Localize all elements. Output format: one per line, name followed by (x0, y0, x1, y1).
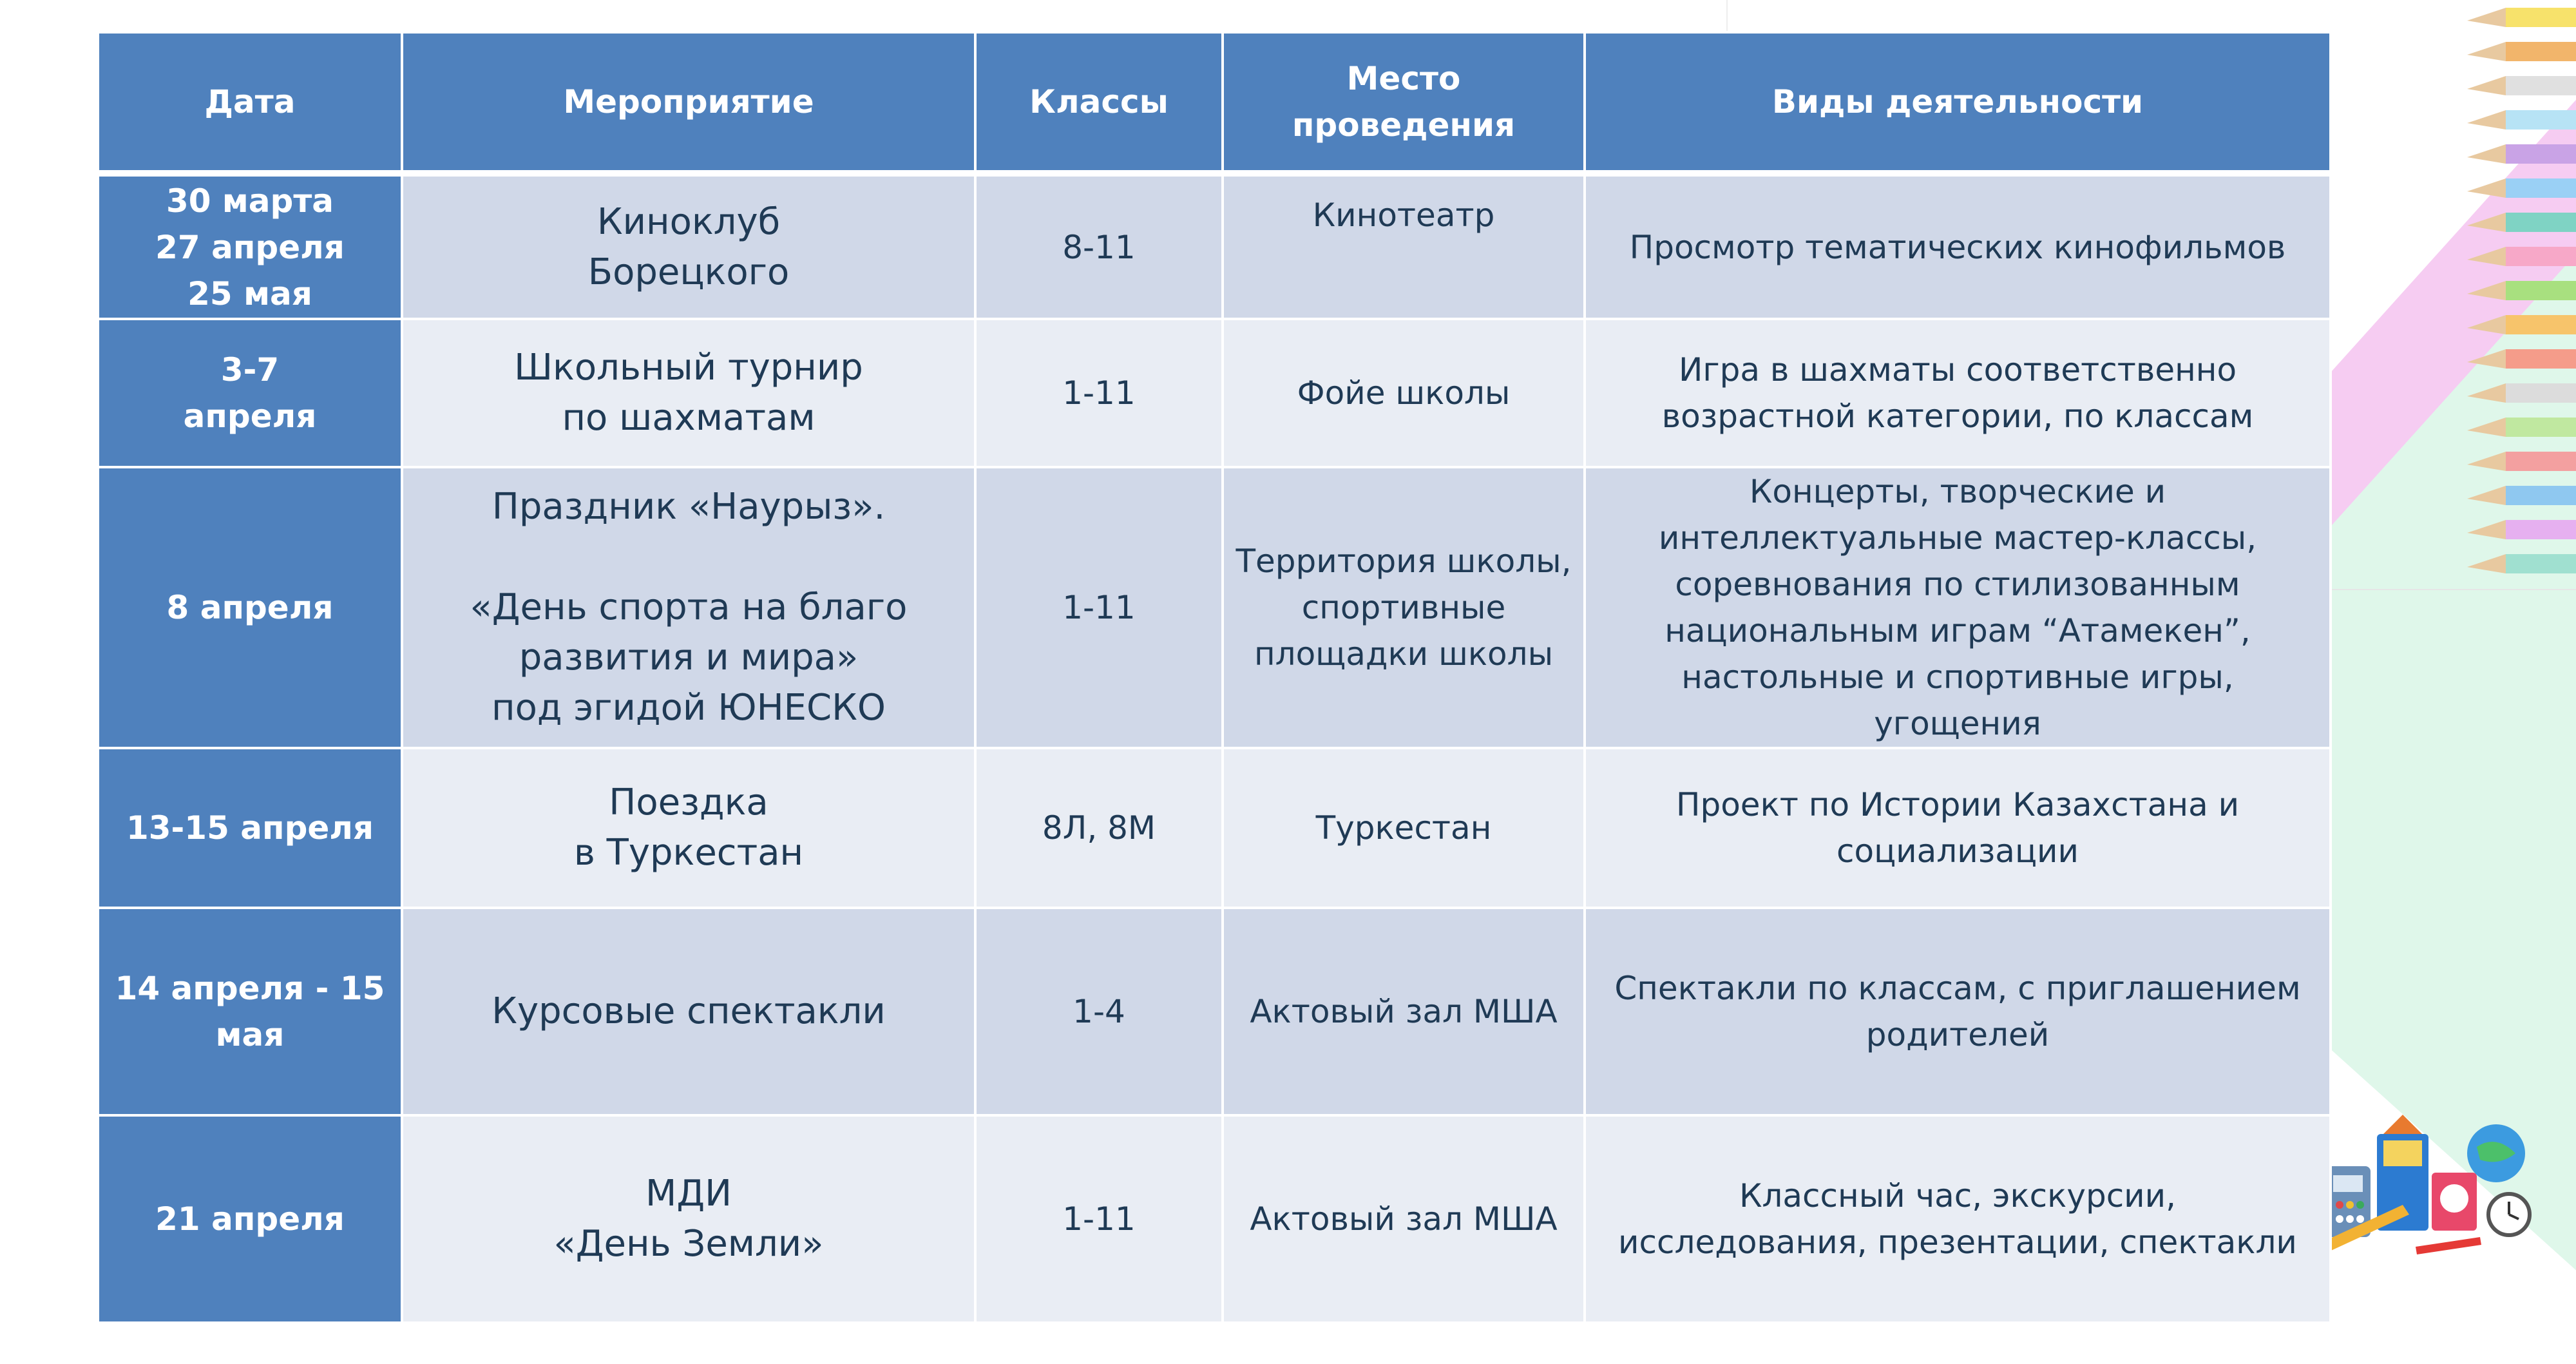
header-date: Дата (98, 32, 402, 173)
pencil-tip (2467, 178, 2506, 198)
pencil-body (2506, 42, 2576, 61)
cell-date: 14 апреля - 15 мая (98, 908, 402, 1115)
cell-activity: Концерты, творческие и интеллектуальные мастер-классы, соревнования по стилизованным национальным играм “Атамекен”, настольные и спортивные игры, угощения (1585, 467, 2331, 748)
cell-grades: 1-11 (975, 467, 1223, 748)
pencil-body (2506, 8, 2576, 27)
pencil-tip (2467, 520, 2506, 539)
pencil-body (2506, 418, 2576, 437)
table-row (98, 748, 2331, 908)
cell-place: Актовый зал МША (1223, 1115, 1585, 1323)
pencil-body (2506, 76, 2576, 95)
cell-event: Праздник «Наурыз». «День спорта на благо развития и мира» под эгидой ЮНЕСКО (402, 467, 975, 748)
cell-event: Поездка в Туркестан (402, 748, 975, 908)
cell-place: Территория школы, спортивные площадки школы (1223, 467, 1585, 748)
header-event: Мероприятие (402, 32, 975, 173)
pencil-body (2506, 178, 2576, 198)
cell-grades: 1-11 (975, 1115, 1223, 1323)
pencil-body (2506, 452, 2576, 471)
cell-date: 8 апреля (98, 467, 402, 748)
school-supplies-icon (2313, 1108, 2544, 1256)
cell-event: Курсовые спектакли (402, 908, 975, 1115)
cell-activity: Спектакли по классам, с приглашением родителей (1585, 908, 2331, 1115)
pencil-body (2506, 110, 2576, 130)
pencil-tip (2467, 315, 2506, 334)
pencil-body (2506, 383, 2576, 403)
pencil-body (2506, 520, 2576, 539)
pencil-tip (2467, 213, 2506, 232)
table-row (98, 319, 2331, 467)
table-row (98, 173, 2331, 319)
cell-event: МДИ «День Земли» (402, 1115, 975, 1323)
cell-activity: Просмотр тематических кинофильмов (1585, 173, 2331, 319)
pencil-tip (2467, 247, 2506, 266)
cell-place: Актовый зал МША (1223, 908, 1585, 1115)
pencil-tip (2467, 281, 2506, 300)
pencil-tip (2467, 554, 2506, 573)
cell-activity: Проект по Истории Казахстана и социализации (1585, 748, 2331, 908)
pencil-body (2506, 247, 2576, 266)
pencil-body (2506, 554, 2576, 573)
table-row (98, 1115, 2331, 1323)
pencil-body (2506, 213, 2576, 232)
cell-event: Школьный турнир по шахматам (402, 319, 975, 467)
pencil-tip (2467, 349, 2506, 369)
pencil-tip (2467, 42, 2506, 61)
pencil-body (2506, 315, 2576, 334)
header-activity: Виды деятельности (1585, 32, 2331, 173)
pencil-body (2506, 349, 2576, 369)
cell-date: 30 марта 27 апреля 25 мая (98, 173, 402, 319)
cell-grades: 8Л, 8М (975, 748, 1223, 908)
pencil-tip (2467, 144, 2506, 164)
colored-pencils-icon (2461, 0, 2576, 593)
cell-date: 3-7 апреля (98, 319, 402, 467)
cell-date: 13-15 апреля (98, 748, 402, 908)
cell-place: Кинотеатр (1223, 173, 1585, 319)
pencil-tip (2467, 418, 2506, 437)
pencil-body (2506, 281, 2576, 300)
background-divider (1726, 0, 1728, 32)
table-row (98, 908, 2331, 1115)
cell-place: Туркестан (1223, 748, 1585, 908)
pencil-tip (2467, 452, 2506, 471)
pencil-tip (2467, 8, 2506, 27)
cell-grades: 1-4 (975, 908, 1223, 1115)
pencil-tip (2467, 486, 2506, 505)
cell-event: Киноклуб Борецкого (402, 173, 975, 319)
header-grades: Классы (975, 32, 1223, 173)
cell-grades: 1-11 (975, 319, 1223, 467)
pencil-tip (2467, 110, 2506, 130)
pencil-body (2506, 144, 2576, 164)
header-place: Место проведения (1223, 32, 1585, 173)
pencil-body (2506, 486, 2576, 505)
cell-place: Фойе школы (1223, 319, 1585, 467)
cell-activity: Игра в шахматы соответственно возрастной категории, по классам (1585, 319, 2331, 467)
cell-grades: 8-11 (975, 173, 1223, 319)
pencil-tip (2467, 383, 2506, 403)
cell-activity: Классный час, экскурсии, исследования, презентации, спектакли (1585, 1115, 2331, 1323)
schedule-table (97, 31, 2332, 1324)
cell-date: 21 апреля (98, 1115, 402, 1323)
pencil-tip (2467, 76, 2506, 95)
table-header-row (98, 32, 2331, 173)
table-row (98, 467, 2331, 748)
